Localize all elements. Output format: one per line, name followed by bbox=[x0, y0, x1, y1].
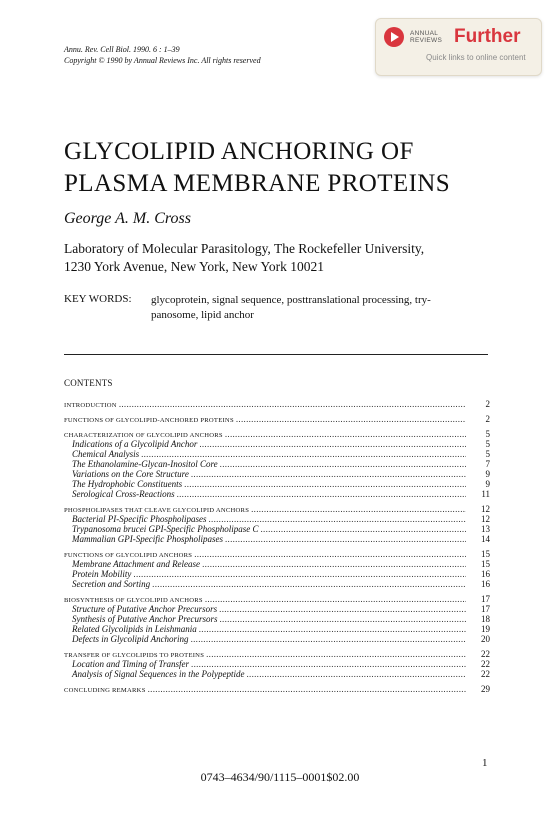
keywords-line-2: panosome, lipid anchor bbox=[151, 309, 254, 321]
contents-heading: CONTENTS bbox=[64, 378, 113, 388]
toc-entry-variations[interactable]: Variations on the Core Structure ..... 9 bbox=[64, 469, 490, 479]
toc-entry-chemical-analysis[interactable]: Chemical Analysis ..... 5 bbox=[64, 449, 490, 459]
affiliation-line-1: Laboratory of Molecular Parasitology, The Rockefeller University, bbox=[64, 241, 425, 256]
toc-entry-functions-of-anchored-proteins[interactable]: FUNCTIONS OF GLYCOLIPID-ANCHORED PROTEINS ..... 2 bbox=[64, 414, 490, 424]
toc-entry-characterization[interactable]: CHARACTERIZATION OF GLYCOLIPID ANCHORS ..... 5 bbox=[64, 429, 490, 439]
toc-entry-concluding[interactable]: CONCLUDING REMARKS ..... 29 bbox=[64, 684, 490, 694]
toc-entry-signal-sequences[interactable]: Analysis of Signal Sequences in the Polypeptide ..... 22 bbox=[64, 669, 490, 679]
toc-entry-location-timing[interactable]: Location and Timing of Transfer ..... 22 bbox=[64, 659, 490, 669]
article-title bbox=[64, 136, 450, 200]
toc-entry-leishmania[interactable]: Related Glycolipids in Leishmania ..... 19 bbox=[64, 624, 490, 634]
journal-citation bbox=[64, 44, 261, 66]
toc-entry-defects[interactable]: Defects in Glycolipid Anchoring ..... 20 bbox=[64, 634, 490, 644]
citation-line-2: Copyright © 1990 by Annual Reviews Inc. All rights reserved bbox=[64, 56, 261, 65]
toc-entry-transfer[interactable]: TRANSFER OF GLYCOLIPIDS TO PROTEINS ..... 22 bbox=[64, 649, 490, 659]
brand-line-2: REVIEWS bbox=[410, 37, 443, 44]
toc-entry-biosynthesis[interactable]: BIOSYNTHESIS OF GLYCOLIPID ANCHORS ..... 17 bbox=[64, 594, 490, 604]
section-divider bbox=[64, 354, 488, 355]
further-label: Further bbox=[454, 26, 521, 47]
toc-entry-core[interactable]: The Ethanolamine-Glycan-Inositol Core ..... 7 bbox=[64, 459, 490, 469]
toc-entry-serological[interactable]: Serological Cross-Reactions ..... 11 bbox=[64, 489, 490, 499]
quick-links-text: Quick links to online content bbox=[426, 53, 526, 62]
page-number: 1 bbox=[482, 757, 488, 769]
keywords-line-1: glycoprotein, signal sequence, posttranslational processing, try- bbox=[151, 294, 431, 306]
article-code: 0743–4634/90/1115–0001$02.00 bbox=[200, 770, 360, 784]
toc-entry-membrane-attachment[interactable]: Membrane Attachment and Release ..... 15 bbox=[64, 559, 490, 569]
table-of-contents bbox=[64, 399, 490, 694]
author-affiliation bbox=[64, 240, 424, 276]
toc-entry-bacterial[interactable]: Bacterial PI-Specific Phospholipases ..... 12 bbox=[64, 514, 490, 524]
toc-entry-functions-of-anchors[interactable]: FUNCTIONS OF GLYCOLIPID ANCHORS ..... 15 bbox=[64, 549, 490, 559]
annual-reviews-logo-icon bbox=[384, 27, 404, 47]
toc-entry-phospholipases[interactable]: PHOSPHOLIPASES THAT CLEAVE GLYCOLIPID ANCHORS ..... 12 bbox=[64, 504, 490, 514]
citation-line-1: Annu. Rev. Cell Biol. 1990. 6 : 1–39 bbox=[64, 45, 180, 54]
toc-entry-indications[interactable]: Indications of a Glycolipid Anchor ..... 5 bbox=[64, 439, 490, 449]
toc-entry-secretion[interactable]: Secretion and Sorting ..... 16 bbox=[64, 579, 490, 589]
toc-entry-trypanosoma[interactable]: Trypanosoma brucei GPI-Specific Phospholipase C ..... 13 bbox=[64, 524, 490, 534]
author-name: George A. M. Cross bbox=[64, 210, 191, 227]
toc-entry-mammalian[interactable]: Mammalian GPI-Specific Phospholipases ..... 14 bbox=[64, 534, 490, 544]
keywords-label: KEY WORDS: bbox=[64, 293, 132, 305]
keywords-text bbox=[151, 293, 491, 323]
title-line-1: GLYCOLIPID ANCHORING OF bbox=[64, 138, 414, 165]
further-banner[interactable] bbox=[375, 18, 542, 76]
toc-entry-structure-precursors[interactable]: Structure of Putative Anchor Precursors ..... 17 bbox=[64, 604, 490, 614]
toc-entry-introduction[interactable]: INTRODUCTION ..... 2 bbox=[64, 399, 490, 409]
title-line-2: PLASMA MEMBRANE PROTEINS bbox=[64, 170, 451, 197]
brand-line-1: ANNUAL bbox=[410, 30, 439, 37]
affiliation-line-2: 1230 York Avenue, New York, New York 10021 bbox=[64, 259, 325, 274]
toc-entry-hydrophobic[interactable]: The Hydrophobic Constituents ..... 9 bbox=[64, 479, 490, 489]
toc-entry-synthesis-precursors[interactable]: Synthesis of Putative Anchor Precursors ..... 18 bbox=[64, 614, 490, 624]
toc-entry-protein-mobility[interactable]: Protein Mobility ..... 16 bbox=[64, 569, 490, 579]
